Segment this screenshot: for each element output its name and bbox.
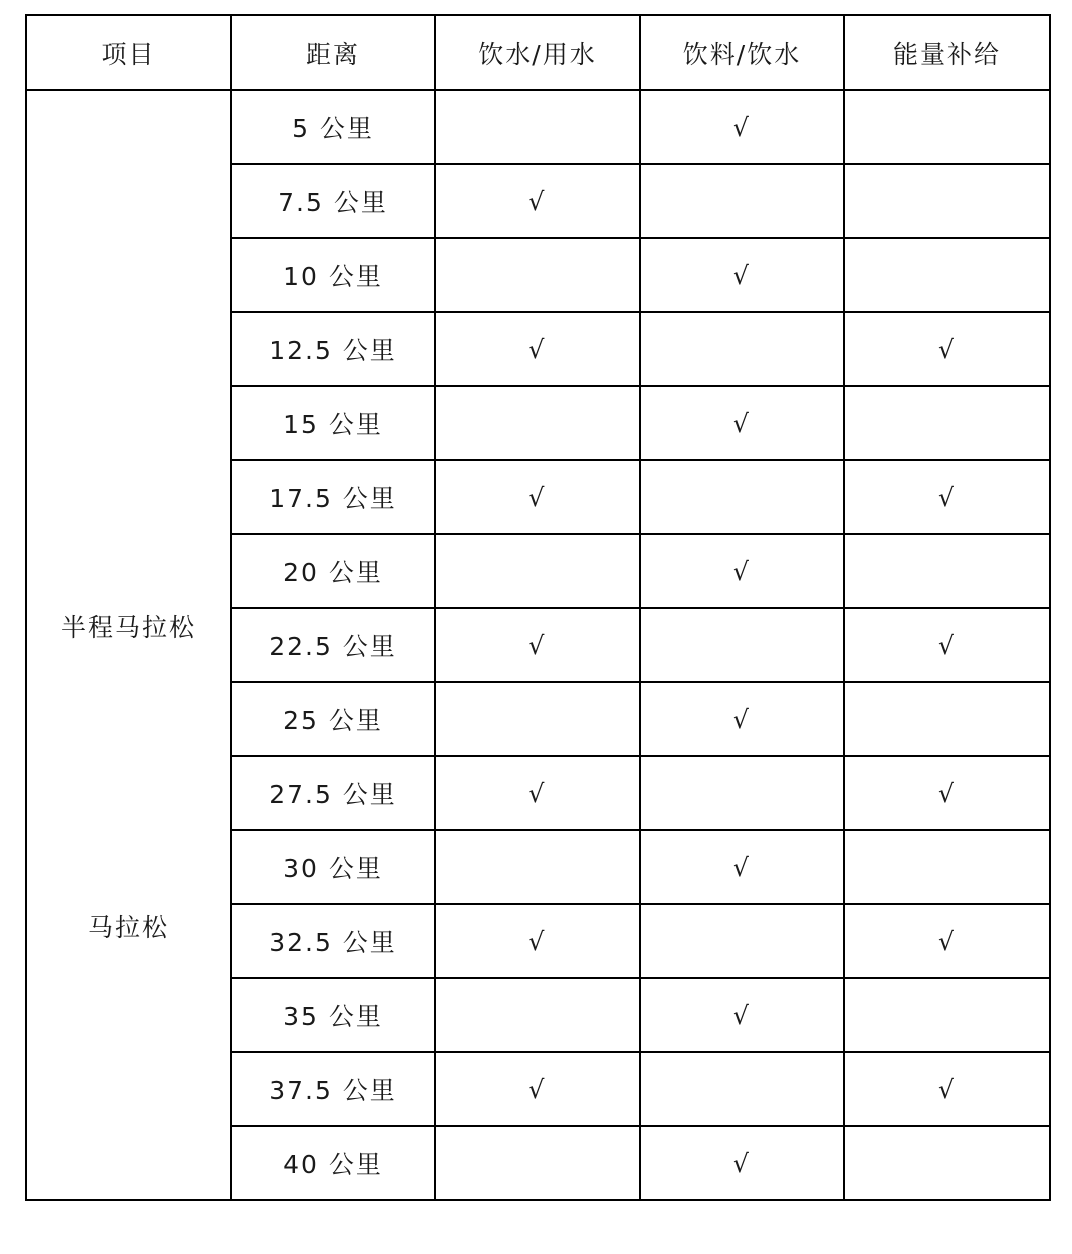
drink-water-cell [640,756,844,830]
water-use-cell [435,534,640,608]
drink-water-cell: √ [640,238,844,312]
water-use-cell [435,1126,640,1200]
distance-cell: 35 公里 [231,978,435,1052]
water-use-cell: √ [435,164,640,238]
distance-cell: 20 公里 [231,534,435,608]
water-use-cell: √ [435,904,640,978]
drink-water-cell [640,904,844,978]
energy-cell: √ [844,756,1050,830]
distance-cell: 10 公里 [231,238,435,312]
water-use-cell [435,830,640,904]
energy-cell [844,386,1050,460]
drink-water-cell [640,460,844,534]
header-row [26,15,1050,90]
drink-water-cell [640,608,844,682]
energy-cell [844,978,1050,1052]
water-use-cell [435,682,640,756]
drink-water-cell [640,1052,844,1126]
drink-water-cell: √ [640,534,844,608]
header-drink-water: 饮料/饮水 [640,15,844,90]
drink-water-cell: √ [640,830,844,904]
water-use-cell: √ [435,756,640,830]
water-use-cell: √ [435,608,640,682]
header-distance: 距离 [231,15,435,90]
energy-cell [844,682,1050,756]
drink-water-cell: √ [640,1126,844,1200]
water-use-cell [435,386,640,460]
energy-cell [844,164,1050,238]
item-marathon: 马拉松 [87,913,169,942]
distance-cell: 27.5 公里 [231,756,435,830]
header-water-use: 饮水/用水 [435,15,640,90]
distance-cell: 32.5 公里 [231,904,435,978]
distance-cell: 37.5 公里 [231,1052,435,1126]
drink-water-cell [640,164,844,238]
energy-cell: √ [844,460,1050,534]
distance-cell: 7.5 公里 [231,164,435,238]
energy-cell: √ [844,312,1050,386]
energy-cell [844,830,1050,904]
table-body [26,90,1050,1200]
water-use-cell [435,90,640,164]
water-use-cell [435,978,640,1052]
water-use-cell [435,238,640,312]
distance-cell: 22.5 公里 [231,608,435,682]
energy-cell [844,90,1050,164]
drink-water-cell: √ [640,386,844,460]
energy-cell: √ [844,904,1050,978]
distance-cell: 30 公里 [231,830,435,904]
distance-cell: 17.5 公里 [231,460,435,534]
supply-station-table [25,14,1051,1201]
drink-water-cell: √ [640,978,844,1052]
header-energy: 能量补给 [844,15,1050,90]
item-half-marathon: 半程马拉松 [60,613,196,642]
energy-cell [844,534,1050,608]
distance-cell: 15 公里 [231,386,435,460]
drink-water-cell: √ [640,90,844,164]
distance-cell: 12.5 公里 [231,312,435,386]
drink-water-cell: √ [640,682,844,756]
water-use-cell: √ [435,312,640,386]
item-cell [26,90,231,1200]
table-row [26,90,1050,164]
distance-cell: 40 公里 [231,1126,435,1200]
distance-cell: 25 公里 [231,682,435,756]
energy-cell: √ [844,1052,1050,1126]
distance-cell: 5 公里 [231,90,435,164]
energy-cell [844,1126,1050,1200]
energy-cell: √ [844,608,1050,682]
energy-cell [844,238,1050,312]
water-use-cell: √ [435,460,640,534]
drink-water-cell [640,312,844,386]
water-use-cell: √ [435,1052,640,1126]
header-item: 项目 [26,15,231,90]
